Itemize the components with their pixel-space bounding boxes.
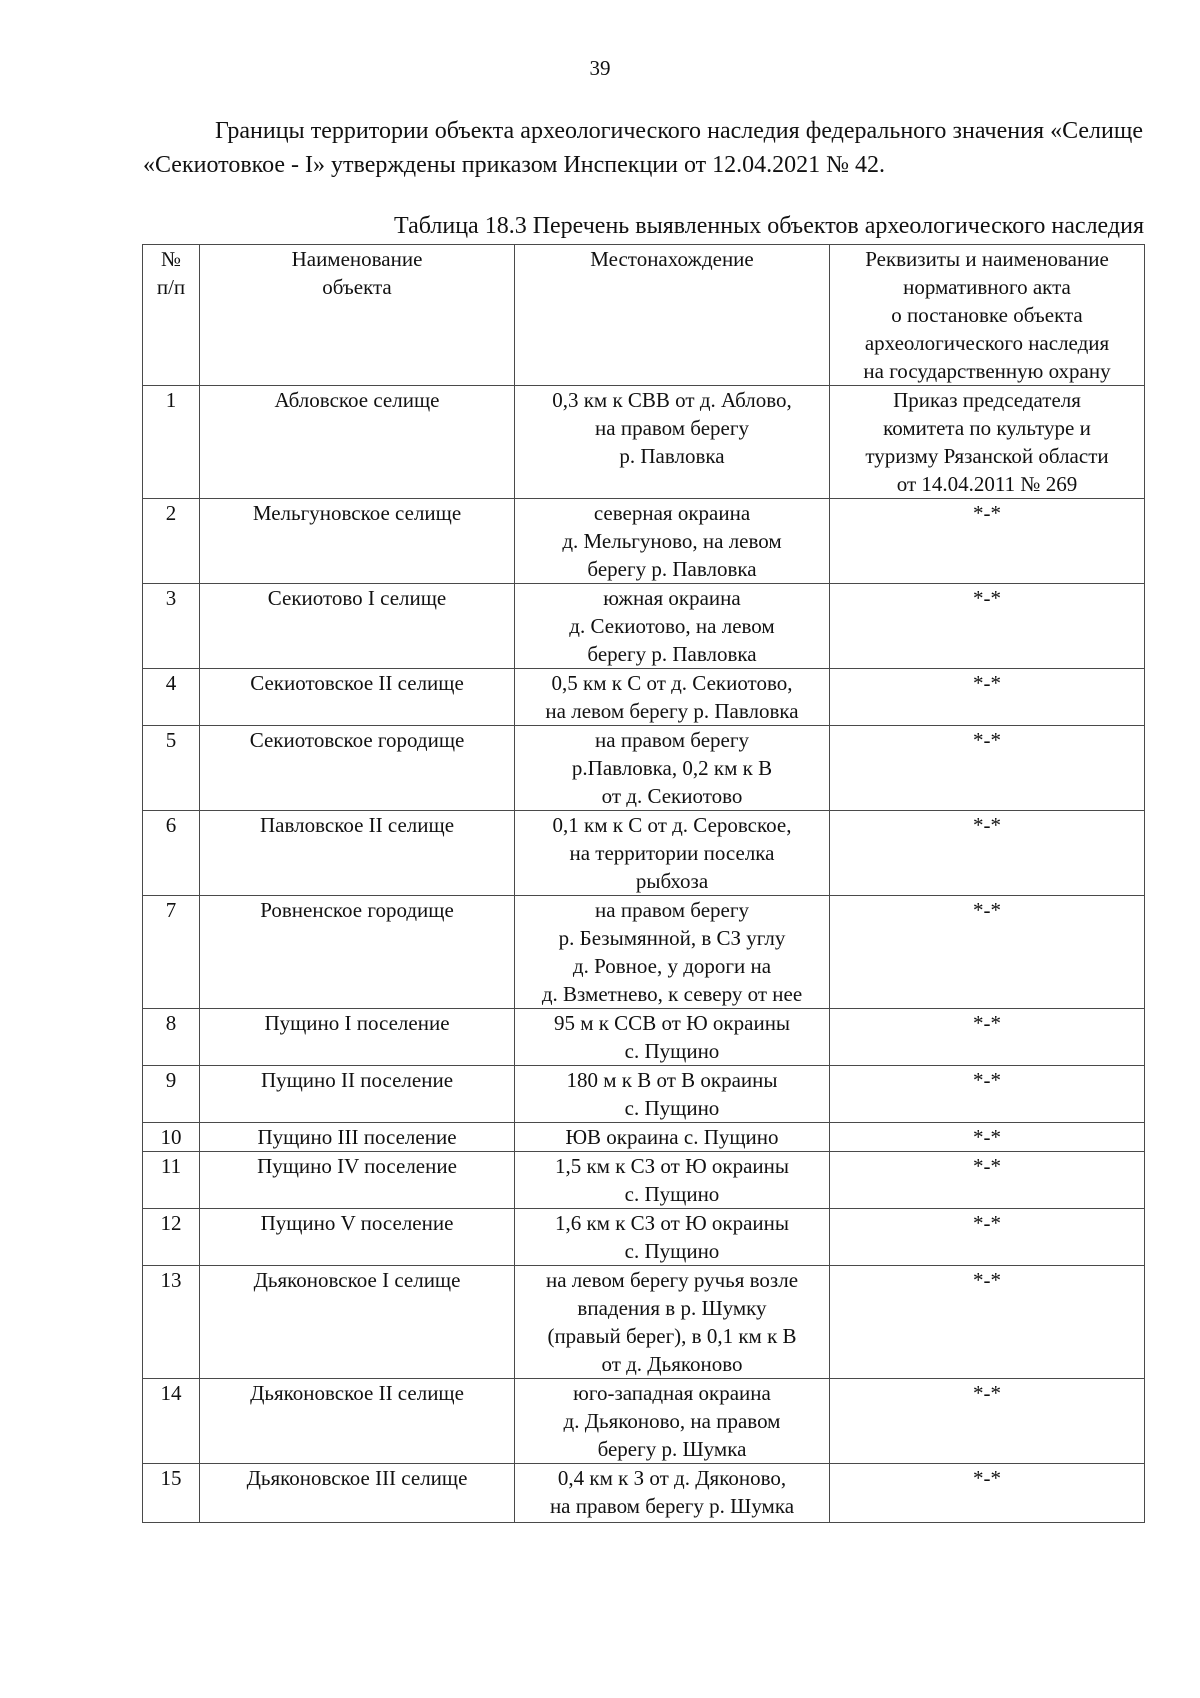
cell-location <box>515 499 830 584</box>
cell-requisites-line: *-* <box>973 1466 1001 1490</box>
table-row <box>143 669 1145 726</box>
header-name-line: объекта <box>322 275 392 299</box>
cell-name-line: Дьяконовское I селище <box>253 1268 461 1292</box>
header-num-line: п/п <box>156 275 186 299</box>
cell-requisites <box>830 1009 1145 1066</box>
cell-num: 7 <box>143 896 200 1009</box>
cell-location <box>515 1066 830 1123</box>
header-requisites-line: на государственную охрану <box>863 359 1111 383</box>
cell-name <box>200 896 515 1009</box>
cell-name-line: Дьяконовское III селище <box>246 1466 468 1490</box>
cell-requisites-line: *-* <box>973 501 1001 525</box>
cell-num: 3 <box>143 584 200 669</box>
cell-location-line: с. Пущино <box>624 1039 720 1063</box>
cell-location <box>515 1209 830 1266</box>
cell-name <box>200 669 515 726</box>
cell-num: 14 <box>143 1379 200 1464</box>
cell-requisites <box>830 1266 1145 1379</box>
header-name <box>200 245 515 386</box>
cell-name <box>200 1209 515 1266</box>
cell-num: 11 <box>143 1152 200 1209</box>
cell-location <box>515 386 830 499</box>
cell-location-line: д. Взметнево, к северу от нее <box>541 982 803 1006</box>
table-row <box>143 1066 1145 1123</box>
cell-name <box>200 1066 515 1123</box>
cell-location-line: рыбхоза <box>635 869 709 893</box>
cell-location <box>515 1464 830 1523</box>
cell-name <box>200 386 515 499</box>
cell-location-line: (правый берег), в 0,1 км к В <box>547 1324 797 1348</box>
cell-num: 10 <box>143 1123 200 1152</box>
cell-requisites-line: туризму Рязанской области <box>865 444 1109 468</box>
cell-requisites-line: *-* <box>973 1211 1001 1235</box>
cell-num: 4 <box>143 669 200 726</box>
cell-location-line: с. Пущино <box>624 1182 720 1206</box>
header-requisites-line: о постановке объекта <box>891 303 1083 327</box>
cell-location <box>515 1266 830 1379</box>
cell-requisites <box>830 1379 1145 1464</box>
cell-name <box>200 499 515 584</box>
cell-name <box>200 726 515 811</box>
cell-name-line: Дьяконовское II селище <box>250 1381 464 1405</box>
table-row <box>143 386 1145 499</box>
table-row <box>143 584 1145 669</box>
cell-num: 8 <box>143 1009 200 1066</box>
cell-location-line: д. Секиотово, на левом <box>569 614 775 638</box>
cell-num: 15 <box>143 1464 200 1523</box>
table-row <box>143 811 1145 896</box>
cell-requisites <box>830 1123 1145 1152</box>
cell-location-line: 95 м к ССВ от Ю окраины <box>553 1011 791 1035</box>
cell-name <box>200 1152 515 1209</box>
header-num <box>143 245 200 386</box>
table-row <box>143 1209 1145 1266</box>
cell-num: 9 <box>143 1066 200 1123</box>
cell-location-line: 1,6 км к СЗ от Ю окраины <box>554 1211 790 1235</box>
cell-location-line: 0,4 км к З от д. Дяконово, <box>557 1466 787 1490</box>
cell-requisites <box>830 386 1145 499</box>
cell-num: 6 <box>143 811 200 896</box>
table-row <box>143 499 1145 584</box>
cell-name <box>200 811 515 896</box>
cell-location-line: р.Павловка, 0,2 км к В <box>571 756 773 780</box>
cell-name <box>200 584 515 669</box>
cell-requisites <box>830 1209 1145 1266</box>
cell-location <box>515 1123 830 1152</box>
cell-location <box>515 896 830 1009</box>
cell-requisites-line: Приказ председателя <box>893 388 1081 412</box>
cell-name-line: Секиотовское II селище <box>250 671 464 695</box>
cell-location-line: 0,3 км к СВВ от д. Аблово, <box>552 388 792 412</box>
cell-requisites <box>830 896 1145 1009</box>
cell-requisites-line: комитета по культуре и <box>883 416 1091 440</box>
intro-paragraph: Границы территории объекта археологического наследия федерального значения «Селище «Секиотовкое - I» утверждены приказом Инспекции от 12.04.2021 № 42. <box>143 118 1143 178</box>
cell-location-line: от д. Секиотово <box>601 784 743 808</box>
table-row <box>143 1152 1145 1209</box>
cell-requisites <box>830 1152 1145 1209</box>
cell-requisites <box>830 1464 1145 1523</box>
cell-requisites <box>830 499 1145 584</box>
cell-location-line: южная окраина <box>603 586 741 610</box>
cell-name <box>200 1123 515 1152</box>
cell-name-line: Пущино IV поселение <box>257 1154 457 1178</box>
cell-name-line: Абловское селище <box>274 388 440 412</box>
cell-requisites-line: *-* <box>973 1154 1001 1178</box>
cell-name-line: Мельгуновское селище <box>252 501 462 525</box>
cell-name <box>200 1009 515 1066</box>
cell-location-line: р. Павловка <box>619 444 725 468</box>
cell-location-line: р. Безымянной, в СЗ углу <box>558 926 786 950</box>
table-body <box>143 386 1145 1523</box>
cell-location-line: северная окраина <box>593 501 751 525</box>
cell-location-line: 0,1 км к С от д. Серовское, <box>552 813 792 837</box>
cell-location-line: юго-западная окраина <box>573 1381 771 1405</box>
cell-num: 2 <box>143 499 200 584</box>
cell-location-line: от д. Дьяконово <box>601 1352 743 1376</box>
cell-location <box>515 1152 830 1209</box>
cell-location-line: на левом берегу ручья возле <box>545 1268 799 1292</box>
cell-requisites <box>830 811 1145 896</box>
cell-location-line: ЮВ окраина с. Пущино <box>565 1125 779 1149</box>
cell-name <box>200 1464 515 1523</box>
cell-num: 5 <box>143 726 200 811</box>
header-name-line: Наименование <box>291 247 423 271</box>
cell-requisites-line: *-* <box>973 728 1001 752</box>
cell-location-line: на правом берегу <box>595 416 749 440</box>
cell-location-line: д. Дьяконово, на правом <box>563 1409 781 1433</box>
cell-name-line: Ровненское городище <box>260 898 454 922</box>
header-requisites-line: археологического наследия <box>864 331 1110 355</box>
cell-name <box>200 1266 515 1379</box>
header-requisites-line: Реквизиты и наименование <box>865 247 1109 271</box>
heritage-objects-table <box>142 244 1145 1523</box>
table-header-row <box>143 245 1145 386</box>
cell-requisites <box>830 726 1145 811</box>
cell-requisites-line: *-* <box>973 1268 1001 1292</box>
cell-location-line: на правом берегу р. Шумка <box>549 1494 795 1518</box>
cell-location-line: с. Пущино <box>624 1096 720 1120</box>
cell-location-line: на правом берегу <box>595 898 749 922</box>
cell-location-line: 180 м к В от В окраины <box>566 1068 778 1092</box>
cell-location-line: на правом берегу <box>595 728 749 752</box>
cell-location-line: впадения в р. Шумку <box>577 1296 767 1320</box>
cell-num: 13 <box>143 1266 200 1379</box>
header-requisites <box>830 245 1145 386</box>
table-row <box>143 1009 1145 1066</box>
cell-location-line: 1,5 км к СЗ от Ю окраины <box>554 1154 790 1178</box>
cell-location-line: берегу р. Павловка <box>587 557 757 581</box>
cell-requisites <box>830 1066 1145 1123</box>
cell-location <box>515 584 830 669</box>
table-row <box>143 1123 1145 1152</box>
cell-name-line: Пущино V поселение <box>260 1211 454 1235</box>
table-row <box>143 896 1145 1009</box>
header-location <box>515 245 830 386</box>
cell-location-line: 0,5 км к С от д. Секиотово, <box>551 671 793 695</box>
cell-name <box>200 1379 515 1464</box>
table-row <box>143 1464 1145 1523</box>
table-row <box>143 1379 1145 1464</box>
cell-location-line: д. Мельгуново, на левом <box>562 529 782 553</box>
cell-location-line: на территории поселка <box>569 841 775 865</box>
cell-requisites-line: *-* <box>973 1011 1001 1035</box>
cell-num: 12 <box>143 1209 200 1266</box>
header-num-line: № <box>160 247 182 271</box>
header-requisites-line: нормативного акта <box>903 275 1071 299</box>
cell-requisites-line: от 14.04.2011 № 269 <box>896 472 1078 496</box>
cell-requisites-line: *-* <box>973 671 1001 695</box>
cell-location-line: с. Пущино <box>624 1239 720 1263</box>
cell-location <box>515 811 830 896</box>
cell-name-line: Пущино II поселение <box>260 1068 454 1092</box>
cell-name-line: Секиотово I селище <box>267 586 447 610</box>
header-location-line: Местонахождение <box>590 247 754 271</box>
cell-name-line: Пущино I поселение <box>264 1011 450 1035</box>
cell-requisites-line: *-* <box>973 1068 1001 1092</box>
cell-name-line: Секиотовское городище <box>249 728 465 752</box>
cell-requisites-line: *-* <box>973 898 1001 922</box>
cell-location-line: берегу р. Шумка <box>597 1437 747 1461</box>
cell-requisites-line: *-* <box>973 813 1001 837</box>
cell-location-line: д. Ровное, у дороги на <box>572 954 772 978</box>
cell-location <box>515 1379 830 1464</box>
cell-location <box>515 726 830 811</box>
cell-requisites-line: *-* <box>973 1125 1001 1149</box>
cell-num: 1 <box>143 386 200 499</box>
cell-requisites-line: *-* <box>973 1381 1001 1405</box>
cell-requisites <box>830 669 1145 726</box>
cell-requisites-line: *-* <box>973 586 1001 610</box>
table-row <box>143 726 1145 811</box>
cell-name-line: Павловское II селище <box>259 813 455 837</box>
cell-location <box>515 669 830 726</box>
cell-location-line: берегу р. Павловка <box>587 642 757 666</box>
page-number: 39 <box>589 56 611 80</box>
table-row <box>143 1266 1145 1379</box>
cell-requisites <box>830 584 1145 669</box>
cell-name-line: Пущино III поселение <box>257 1125 457 1149</box>
cell-location <box>515 1009 830 1066</box>
table-caption: Таблица 18.3 Перечень выявленных объектов археологического наследия <box>394 213 1144 239</box>
cell-location-line: на левом берегу р. Павловка <box>545 699 799 723</box>
